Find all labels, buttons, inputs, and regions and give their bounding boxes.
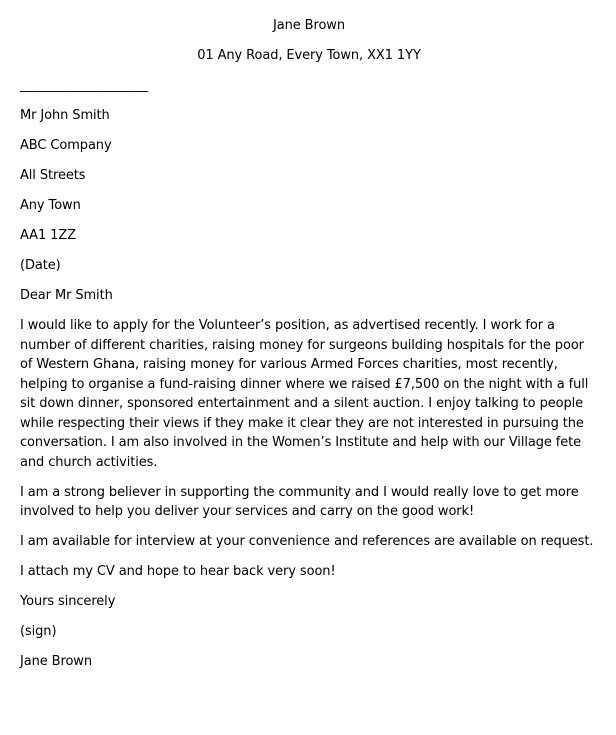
sender-address: 01 Any Road, Every Town, XX1 1YY	[197, 48, 421, 63]
body-paragraph-1: I would like to apply for the Volunteer’s position, as advertised recently. I work for a number of different charities, raising money for surgeons building hospitals for the poor of Western Ghana, raising money for various Armed Forces charities, most recently, helping to organise a fund-raising dinner where we raised £7,500 on the night with a full sit down dinner, sponsored entertainment and a silent auction. I enjoy talking to people while respecting their views if they make it clear they are not interested in pursuing the conversation. I am also involved in the Women’s Institute and help with our Village fete and church activities.	[20, 318, 589, 470]
date-placeholder: (Date)	[20, 258, 61, 273]
signature-name: Jane Brown	[20, 654, 92, 669]
body-paragraph-2: I am a strong believer in supporting the community and I would really love to get more involved to help you deliver your services and carry on the good work!	[20, 484, 579, 519]
divider-line: ____________________	[20, 78, 149, 93]
recipient-company: ABC Company	[20, 138, 112, 153]
recipient-postcode: AA1 1ZZ	[20, 228, 76, 243]
body-paragraph-3: I am available for interview at your convenience and references are available on request.	[20, 534, 594, 549]
salutation: Dear Mr Smith	[20, 288, 113, 303]
recipient-town: Any Town	[20, 198, 81, 213]
closing: Yours sincerely	[20, 594, 116, 609]
signature-placeholder: (sign)	[20, 624, 57, 639]
recipient-street: All Streets	[20, 168, 86, 183]
recipient-name: Mr John Smith	[20, 108, 110, 123]
sender-name: Jane Brown	[273, 18, 345, 33]
body-paragraph-4: I attach my CV and hope to hear back very soon!	[20, 564, 336, 579]
